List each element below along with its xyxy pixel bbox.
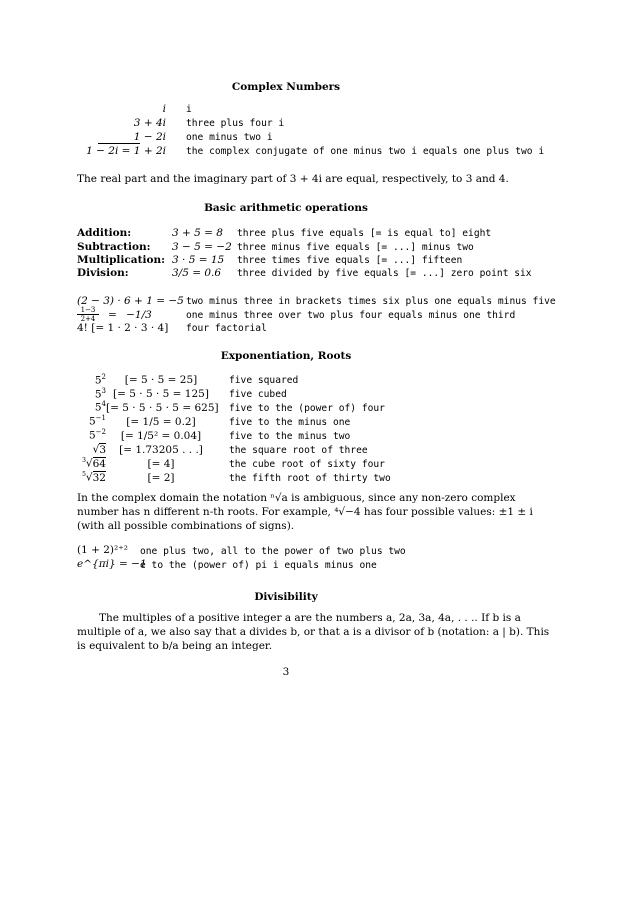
op-label: Subtraction: [77, 241, 151, 253]
complex-row-words: one minus two i [186, 132, 273, 143]
fraction-numerator: 1−3 [77, 306, 99, 315]
root-eq: [= 1.73205 . . .] [119, 444, 203, 456]
power-row-words: one plus two, all to the power of two plus two [140, 546, 406, 557]
radical-sign: √ [85, 471, 93, 484]
power-expr [76, 373, 106, 387]
power-row-math: e^{πi} = −1 [77, 558, 147, 570]
power-exponent: 2 [101, 373, 106, 381]
root-expr [76, 457, 106, 470]
section-title-arith: Basic arithmetic operations [204, 202, 368, 214]
radicand: 64 [92, 457, 106, 470]
page-number: 3 [282, 666, 290, 678]
op-label: Addition: [77, 227, 132, 239]
arith-extra-math: (2 − 3) · 6 + 1 = −5 [77, 295, 184, 307]
op-math: 3 + 5 = 8 [172, 227, 223, 239]
power-eq: [= 5 · 5 = 25] [124, 374, 198, 386]
radicand: 3 [99, 443, 106, 456]
power-words: five cubed [229, 389, 287, 400]
power-words: five to the minus one [229, 417, 351, 428]
power-base: 5 [94, 388, 102, 401]
power-row-words: e to the (power of) pi i equals minus one [140, 560, 377, 571]
exp-paragraph: In the complex domain the notation ⁿ√a is ambiguous, since any non-zero complex number has n different n-th roots. For example, ⁴√−4 has four possible values: ±1 ± i (with all possible combinations of signs). [77, 492, 533, 532]
power-base: 5 [94, 374, 102, 387]
power-words: five to the minus two [229, 431, 351, 442]
power-eq: [= 1/5² = 0.04] [120, 430, 202, 442]
conjugate-bar [98, 143, 140, 144]
op-math: 3 − 5 = −2 [172, 241, 232, 253]
root-eq: [= 2] [147, 472, 175, 484]
complex-row-math: 1 − 2i = 1 + 2i [86, 145, 166, 157]
div-paragraph: The multiples of a positive integer a are the numbers a, 2a, 3a, 4a, . . .. If b is a multiple of a, we also say that a divides b, or that a is a divisor of b (notation: a | b). This is equivalent to b/a being an integer. [77, 612, 550, 652]
section-title-exp: Exponentiation, Roots [220, 350, 352, 362]
power-exponent: 3 [101, 387, 106, 395]
root-expr [76, 471, 106, 484]
power-expr [76, 414, 106, 428]
section-title-complex: Complex Numbers [231, 81, 341, 93]
arith-extra-math: = −1/3 [108, 309, 152, 321]
complex-row-words: the complex conjugate of one minus two i equals one plus two i [186, 146, 545, 157]
complex-row-words: three plus four i [186, 118, 285, 129]
op-words: three divided by five equals [= ...] zero point six [237, 268, 532, 279]
complex-row-math: i [162, 103, 166, 115]
power-words: five squared [229, 375, 299, 386]
root-words: the fifth root of thirty two [229, 473, 391, 484]
op-label: Multiplication: [77, 254, 165, 266]
power-eq: [= 5 · 5 · 5 · 5 = 625] [106, 402, 219, 414]
power-eq: [= 5 · 5 · 5 = 125] [113, 388, 209, 400]
root-eq: [= 4] [147, 458, 175, 470]
power-expr [76, 387, 106, 401]
complex-row-words: i [186, 104, 192, 115]
op-math: 3 · 5 = 15 [172, 254, 225, 266]
radical-sign: √ [85, 457, 93, 470]
power-exponent: −2 [95, 428, 106, 436]
radical-sign: √ [92, 443, 100, 456]
complex-row-math: 1 − 2i [133, 131, 166, 143]
arith-extra-words: two minus three in brackets times six plus one equals minus five [186, 296, 556, 307]
op-words: three minus five equals [= ...] minus two [237, 242, 474, 253]
power-expr [76, 400, 106, 414]
power-base: 5 [94, 401, 102, 414]
power-words: five to the (power of) four [229, 403, 385, 414]
op-math: 3/5 = 0.6 [172, 267, 222, 279]
root-index: 3 [82, 457, 86, 464]
root-index: 5 [82, 471, 86, 478]
power-exponent: 4 [101, 400, 106, 408]
root-words: the cube root of sixty four [229, 459, 385, 470]
fraction-denominator: 2+4 [80, 315, 96, 323]
root-expr [76, 443, 106, 456]
arith-extra-words: one minus three over two plus four equals minus one third [186, 310, 516, 321]
power-expr [76, 428, 106, 442]
fraction [77, 306, 99, 323]
power-base: 5 [88, 429, 96, 442]
complex-row-math: 3 + 4i [133, 117, 166, 129]
arith-extra-math: 4! [= 1 · 2 · 3 · 4] [77, 322, 169, 334]
section-title-div: Divisibility [254, 591, 318, 603]
power-exponent: −1 [95, 414, 106, 422]
power-eq: [= 1/5 = 0.2] [126, 416, 196, 428]
op-words: three plus five equals [= is equal to] eight [237, 228, 492, 239]
radicand: 32 [92, 471, 106, 484]
root-words: the square root of three [229, 445, 368, 456]
power-row-math: (1 + 2)²⁺² [77, 544, 128, 556]
power-base: 5 [88, 415, 96, 428]
arith-extra-words: four factorial [186, 323, 267, 334]
op-words: three times five equals [= ...] fifteen [237, 255, 463, 266]
op-label: Division: [77, 267, 129, 279]
complex-paragraph: The real part and the imaginary part of 3 + 4i are equal, respectively, to 3 and 4. [77, 173, 509, 185]
